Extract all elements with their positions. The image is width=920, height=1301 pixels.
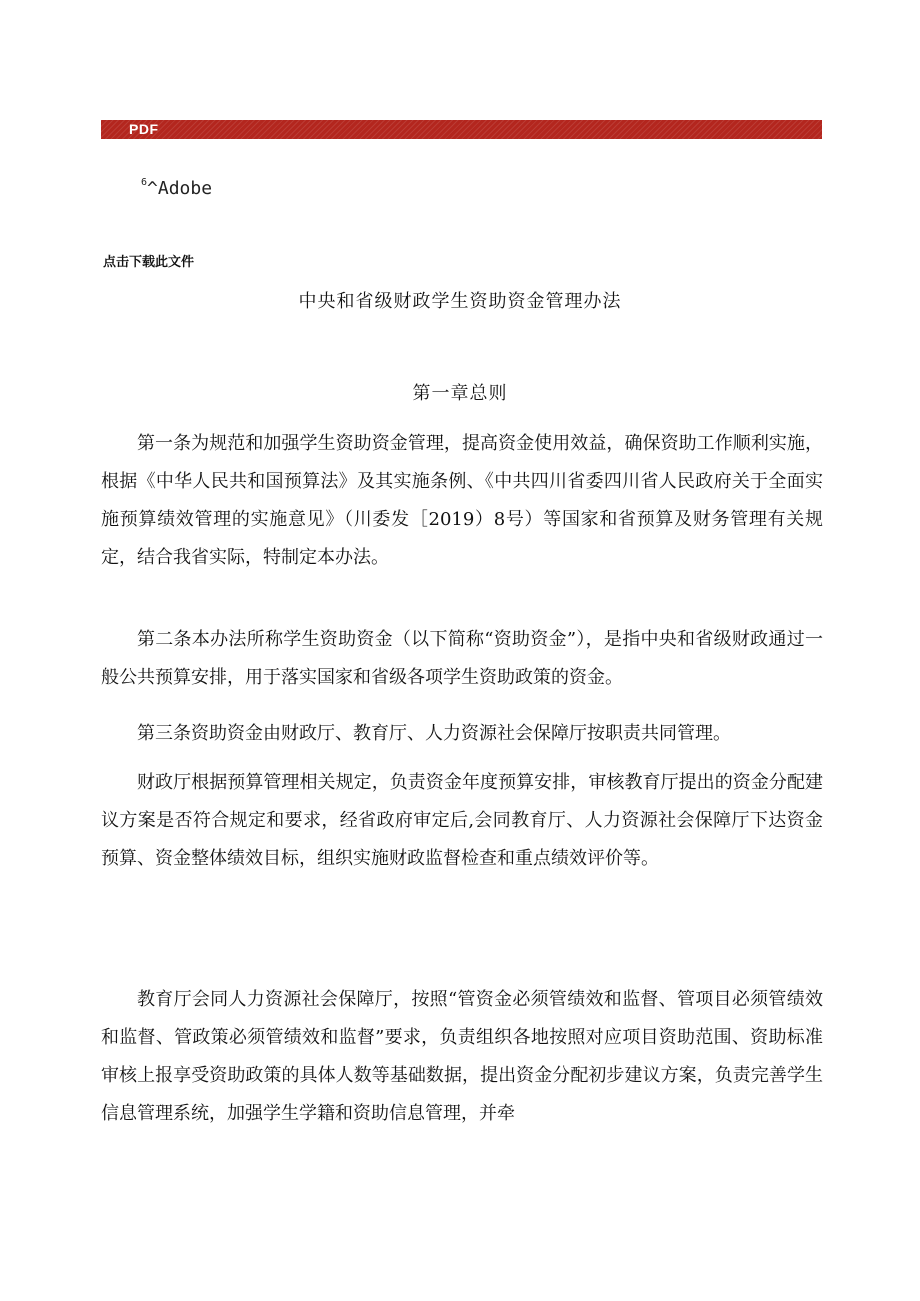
adobe-label: ^Adobe [147, 178, 213, 199]
download-file-link[interactable]: 点击下载此文件 [103, 255, 195, 270]
article-1-paragraph: 第一条为规范和加强学生资助资金管理，提高资金使用效益，确保资助工作顺利实施，根据《中华人民共和国预算法》及其实施条例、《中共四川省委四川省人民政府关于全面实施预算绩效管理的实施意见》（川委发［2019）8号）等国家和省预算及财务管理有关规定，结合我省实际，特制定本办法。 [101, 433, 823, 568]
adobe-superscript: 6 [141, 177, 148, 188]
education-dept-paragraph: 教育厅会同人力资源社会保障厅，按照“管资金必须管绩效和监督、管项目必须管绩效和监督、管政策必须管绩效和监督”要求，负责组织各地按照对应项目资助范围、资助标准审核上报享受资助政策的具体人数等基础数据，提出资金分配初步建议方案，负责完善学生信息管理系统，加强学生学籍和资助信息管理，并牵 [101, 989, 823, 1124]
pdf-label: PDF [129, 121, 159, 137]
finance-dept-paragraph: 财政厅根据预算管理相关规定，负责资金年度预算安排，审核教育厅提出的资金分配建议方案是否符合规定和要求，经省政府审定后,会同教育厅、人力资源社会保障厅下达资金预算、资金整体绩效目标，组织实施财政监督检查和重点绩效评价等。 [101, 772, 823, 869]
chapter-title: 第一章总则 [412, 383, 508, 404]
article-2-paragraph: 第二条本办法所称学生资助资金（以下简称“资助资金”），是指中央和省级财政通过一般公共预算安排，用于落实国家和省级各项学生资助政策的资金。 [101, 629, 823, 688]
article-3-paragraph: 第三条资助资金由财政厅、教育厅、人力资源社会保障厅按职责共同管理。 [137, 723, 731, 744]
adobe-reader-text [141, 178, 212, 200]
pdf-banner [101, 120, 822, 139]
document-title: 中央和省级财政学生资助资金管理办法 [298, 291, 622, 312]
